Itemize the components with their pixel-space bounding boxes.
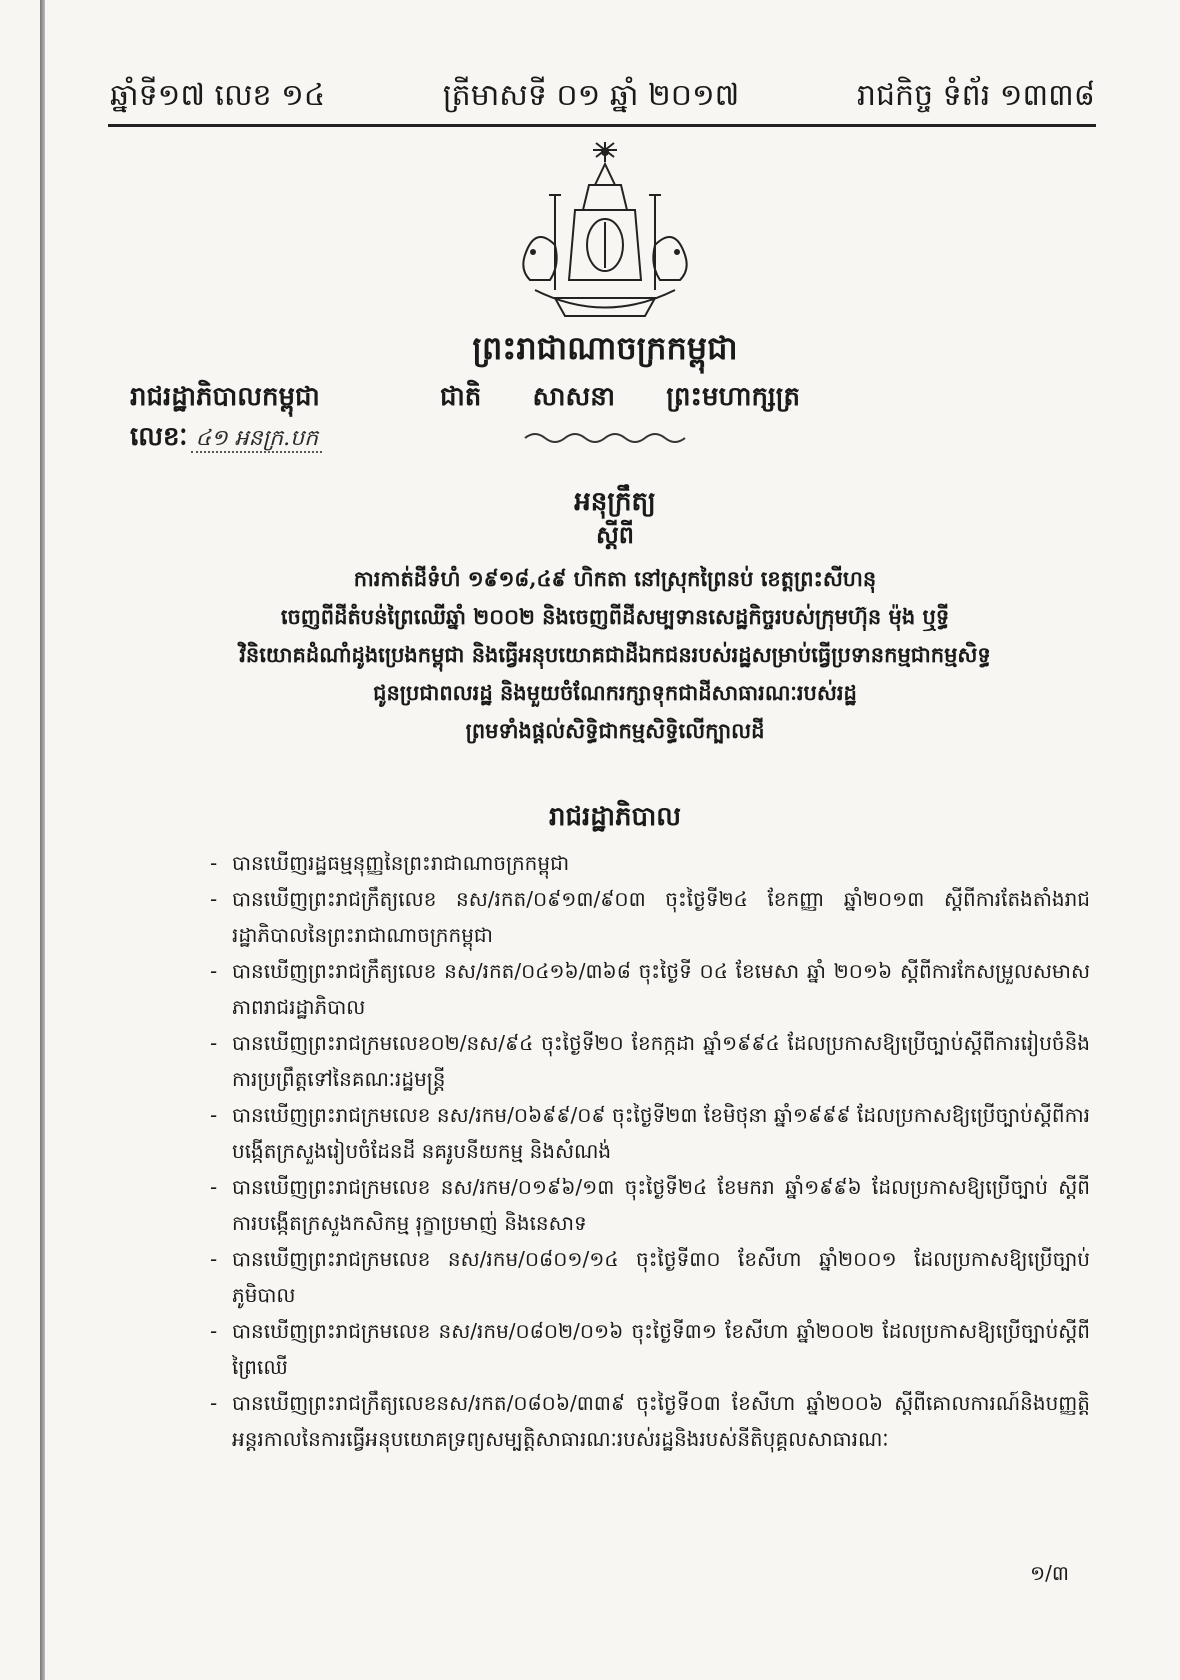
motto-nation: ជាតិ bbox=[440, 382, 482, 412]
document-about: ស្តីពី bbox=[595, 520, 635, 549]
royal-coat-of-arms-icon bbox=[515, 140, 695, 325]
government-heading: រាជរដ្ឋាភិបាល bbox=[548, 802, 682, 832]
issuing-authority: រាជរដ្ឋាភិបាលកម្ពុជា bbox=[130, 382, 320, 412]
page-edge-shadow bbox=[40, 0, 45, 1680]
motto-king: ព្រះមហាក្សត្រ bbox=[666, 382, 800, 412]
gazette-page: រាជកិច្ច ទំព័រ ១៣៣៨ bbox=[856, 78, 1095, 113]
subject-line: ព្រមទាំងផ្តល់សិទ្ធិជាកម្មសិទ្ធិលើក្បាលដី bbox=[465, 718, 765, 743]
legal-reference-item: - បានឃើញព្រះរាជក្រមលេខ នស/រកម/០១៩៦/១៣ ចុះថ្ងៃទី២៤ ខែមករា ឆ្នាំ១៩៩៦ ដែលប្រកាសឱ្យប្រើច្បាប់ ស្តីពីការបង្កើតក្រសួងកសិកម្ម រុក្ខាប្រមាញ់ និងនេសាទ bbox=[210, 1169, 1090, 1241]
legal-reference-item: - បានឃើញព្រះរាជក្រមលេខ នស/រកម/០៦៩៩/០៩ ចុះថ្ងៃទី២៣ ខែមិថុនា ឆ្នាំ១៩៩៩ ដែលប្រកាសឱ្យប្រើច្បាប់ស្តីពីការបង្កើតក្រសួងរៀបចំដែនដី នគរូបនីយកម្ម និងសំណង់ bbox=[210, 1097, 1090, 1169]
legal-reference-item: - បានឃើញព្រះរាជក្រមលេខ០២/នស/៩៤ ចុះថ្ងៃទី២០ ខែកក្កដា ឆ្នាំ១៩៩៤ ដែលប្រកាសឱ្យប្រើច្បាប់ស្តីពីការរៀបចំនិងការប្រព្រឹត្តទៅនៃគណៈរដ្ឋមន្ត្រី bbox=[210, 1025, 1090, 1097]
legal-reference-item: - បានឃើញព្រះរាជក្រឹត្យលេខនស/រកត/០៨០៦/៣៣៩ ចុះថ្ងៃទី០៣ ខែសីហា ឆ្នាំ២០០៦ ស្តីពីគោលការណ៍និងបញ្ញត្តិអន្តរកាលនៃការធ្វើអនុបយោគទ្រព្យសម្បត្តិសាធារណៈរបស់រដ្ឋនិងរបស់នីតិបុគ្គលសាធារណៈ bbox=[210, 1385, 1090, 1457]
gazette-quarter: ត្រីមាសទី ០១ ឆ្នាំ ២០១៧ bbox=[442, 78, 740, 113]
header-divider bbox=[108, 124, 1096, 127]
kingdom-title: ព្រះរាជាណាចក្រកម្ពុជា bbox=[472, 329, 738, 367]
gazette-header bbox=[110, 78, 1095, 118]
motto-religion: សាសនា bbox=[532, 382, 616, 412]
legal-references-list bbox=[210, 845, 1090, 1457]
ornament-divider-icon bbox=[520, 430, 690, 446]
document-number-value: ៤១ អនក្រ.បក bbox=[191, 426, 322, 453]
document-number bbox=[130, 420, 322, 458]
legal-reference-item: - បានឃើញព្រះរាជក្រមលេខ នស/រកម/០៨០១/១៤ ចុះថ្ងៃទី៣០ ខែសីហា ឆ្នាំ២០០១ ដែលប្រកាសឱ្យប្រើច្បាប់ភូមិបាល bbox=[210, 1241, 1090, 1313]
subject-line: ចេញពីដីតំបន់ព្រៃឈើឆ្នាំ ២០០២ និងចេញពីដីសម្បទានសេដ្ឋកិច្ចរបស់ក្រុមហ៊ុន ម៉ុង ឬទ្ធី bbox=[280, 604, 950, 629]
national-motto bbox=[440, 380, 800, 418]
document-type: អនុក្រឹត្យ bbox=[574, 487, 656, 517]
subject-line: វិនិយោគដំណាំដូងប្រេងកម្ពុជា និងធ្វើអនុបយោគជាដីឯកជនរបស់រដ្ឋសម្រាប់ធ្វើប្រទានកម្មជាកម្មសិទ្ធ bbox=[239, 642, 991, 667]
page-number: ១/៣ bbox=[1030, 1561, 1069, 1585]
subject-line: ការកាត់ដីទំហំ ១៩១៨,៤៩ ហិកតា នៅស្រុកព្រៃនប់ ខេត្តព្រះសីហនុ bbox=[353, 566, 877, 591]
subject-line: ជូនប្រជាពលរដ្ឋ និងមួយចំណែករក្សាទុកជាដីសាធារណៈរបស់រដ្ឋ bbox=[373, 680, 857, 705]
legal-reference-item: - បានឃើញរដ្ឋធម្មនុញ្ញនៃព្រះរាជាណាចក្រកម្ពុជា bbox=[210, 845, 1090, 881]
document-number-label: លេខៈ bbox=[130, 422, 188, 452]
legal-reference-item: - បានឃើញព្រះរាជក្រមលេខ នស/រកម/០៨០២/០១៦ ចុះថ្ងៃទី៣១ ខែសីហា ឆ្នាំ២០០២ ដែលប្រកាសឱ្យប្រើច្បាប់ស្តីពីព្រៃឈើ bbox=[210, 1313, 1090, 1385]
document-subject bbox=[140, 560, 1090, 750]
legal-reference-item: - បានឃើញព្រះរាជក្រឹត្យលេខ នស/រកត/០៤១៦/៣៦៨ ចុះថ្ងៃទី ០៤ ខែមេសា ឆ្នាំ ២០១៦ ស្តីពីការកែសម្រួលសមាសភាពរាជរដ្ឋាភិបាល bbox=[210, 953, 1090, 1025]
gazette-issue: ឆ្នាំទី១៧ លេខ ១៤ bbox=[110, 78, 326, 113]
legal-reference-item: - បានឃើញព្រះរាជក្រឹត្យលេខ នស/រកត/០៩១៣/៩០៣ ចុះថ្ងៃទី២៤ ខែកញ្ញា ឆ្នាំ២០១៣ ស្តីពីការតែងតាំងរាជរដ្ឋាភិបាលនៃព្រះរាជាណាចក្រកម្ពុជា bbox=[210, 881, 1090, 953]
